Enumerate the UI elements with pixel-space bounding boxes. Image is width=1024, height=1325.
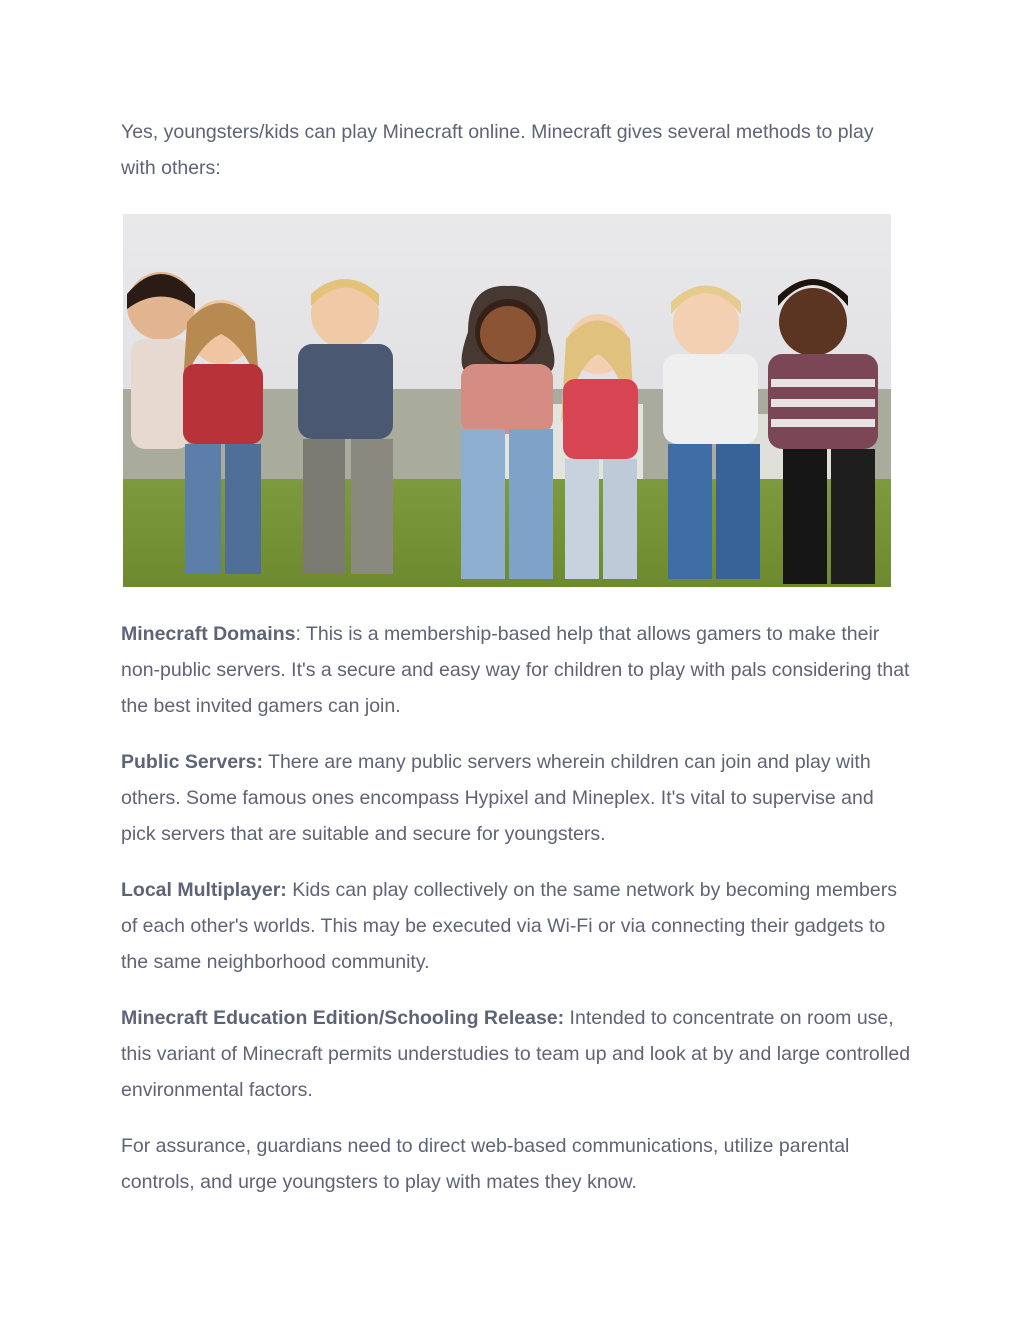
document-body [121,114,911,1220]
section-text: Kids can play collectively on the same network by becoming members of each other's worlds. This may be executed via Wi-Fi or via connecting their gadgets to the same neighborhood community. [121,879,897,973]
section-text: : This is a membership-based help that allows gamers to make their non-public servers. It's a secure and easy way for children to play with pals considering that the best invited gamers can join. [121,623,910,717]
section-text: Intended to concentrate on room use, this variant of Minecraft permits understudies to team up and look at by and large controlled environmental factors. [121,1007,911,1101]
section-local-multiplayer [121,872,911,980]
section-title: Local Multiplayer: [121,879,287,901]
intro-paragraph: Yes, youngsters/kids can play Minecraft online. Minecraft gives several methods to play with others: [121,121,874,179]
closing-paragraph: For assurance, guardians need to direct web-based communications, utilize parental controls, and urge youngsters to play with mates they know. [121,1135,850,1193]
section-title: Minecraft Domains [121,623,296,645]
section-education-edition [121,1000,911,1108]
section-public-servers [121,744,911,852]
group-of-kids-photo [123,214,891,587]
section-title: Public Servers: [121,751,263,773]
section-minecraft-domains [121,616,911,724]
section-title: Minecraft Education Edition/Schooling Release: [121,1007,565,1029]
section-text: There are many public servers wherein children can join and play with others. Some famous ones encompass Hypixel and Mineplex. It's vital to supervise and pick servers that are suitable and secure for youngsters. [121,751,874,845]
